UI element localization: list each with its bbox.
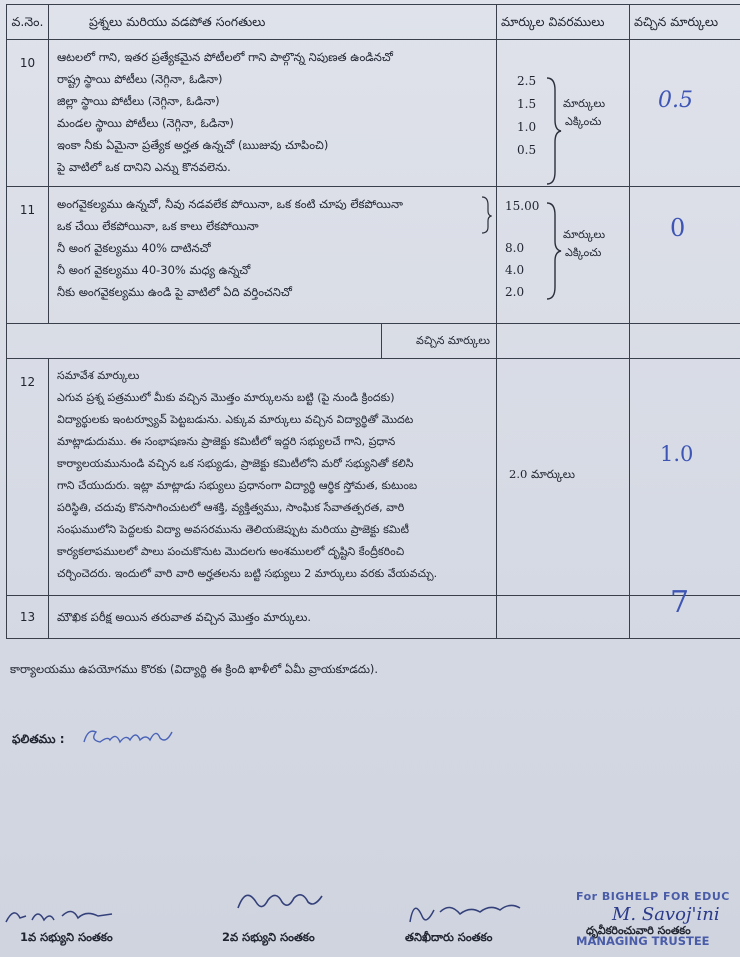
question-line: నీ అంగ వైకల్యము 40% దాటినచో [57, 241, 211, 255]
marks-details-cell [497, 596, 630, 639]
table-header-row [7, 5, 740, 40]
question-line: రాష్ట్ర స్థాయి పోటీలు (నెగ్గినా, ఓడినా) [57, 72, 223, 86]
header-serial-no: వ.నెం. [7, 5, 49, 40]
table-row [7, 359, 740, 596]
obtained-cell [630, 585, 740, 639]
handwritten-score: 0 [670, 214, 686, 242]
office-use-note: కార్యాలయము ఉపయోగము కొరకు (విద్యార్థి ఈ క్రింది ఖాళీలో ఏమీ వ్రాయకూడదు). [10, 662, 379, 676]
question-line: చర్చించెదరు. ఇందులో వారి వారి అర్హతలను బట్టి సభ్యులు 2 మార్కులు వరకు వేయవచ్చు. [57, 567, 438, 580]
question-line: పరిస్థితి, చదువు కొనసాగించుటలో ఆశక్తి, వ్యక్తిత్వము, సాంఘిక సేవాతత్పరత, వారి [57, 501, 405, 514]
obtained-cell [630, 359, 740, 596]
table-row [7, 187, 740, 324]
question-cell [49, 596, 497, 639]
question-cell [49, 359, 497, 596]
handwritten-score: 1.0 [660, 442, 694, 466]
obtained-cell [630, 187, 740, 324]
marks-value: 1.5 [517, 97, 537, 111]
marks-value: 15.00 [505, 199, 540, 213]
header-question: ప్రశ్నలు మరియు వడపోత సంగతులు [49, 5, 497, 40]
marks-value: 8.0 [505, 241, 525, 255]
subtotal-row [7, 324, 740, 359]
table-row [7, 40, 740, 187]
signature-label: ధృవీకరించువారి సంతకం [586, 924, 691, 937]
curly-brace-icon [545, 201, 563, 301]
signature-3 [404, 892, 524, 932]
marks-label: మార్కులు [563, 97, 606, 110]
marks-details-cell [497, 40, 630, 187]
question-cell [49, 187, 497, 324]
obtained-cell [630, 40, 740, 187]
trust-stamp: For BIGHELP FOR EDUC [576, 890, 730, 903]
table-row [7, 596, 740, 639]
question-cell [49, 40, 497, 187]
question-line: ఇంకా నీకు ఏమైనా ప్రత్యేక అర్హత ఉన్నచో (ఋజువు చూపించి) [57, 138, 329, 152]
question-line: మండల స్థాయి పోటీలు (నెగ్గినా, ఓడినా) [57, 116, 234, 130]
signature-label: 1వ సభ్యుని సంతకం [20, 930, 113, 944]
question-line: సంఘములోని పెద్దలకు విద్యా అవసరమును తెలియజెప్పుట మరియు ప్రాజెక్టు కమిటీ [57, 523, 409, 536]
question-line: గాని చేయుదురు. ఇట్లా మాట్లాడు సభ్యులు ప్రధానంగా విద్యార్థి ఆర్థిక స్తోమత, కుటుంబ [57, 479, 418, 492]
curly-brace-icon [545, 76, 563, 186]
question-line: కార్యకలాపములలో పాలు పంచుకొనుట మొదలగు అంశములలో దృష్టిని కేంద్రీకరించి [57, 545, 405, 558]
question-line: విద్యార్థులకు ఇంటర్వ్యూవ్ పెట్టబడును. ఎక్కువ మార్కులు వచ్చిన విద్యార్థితో మొదట [57, 413, 414, 426]
result-label: ఫలితము : [12, 732, 65, 746]
question-line: అంగవైకల్యము ఉన్నచో, నీవు నడవలేక పోయినా, ఒక కంటి చూపు లేకపోయినా [57, 197, 403, 211]
signature-1 [2, 902, 132, 930]
question-line: పై వాటిలో ఒక దానిని ఎన్ను కొనవలెను. [57, 160, 231, 174]
marks-table [6, 4, 740, 639]
marks-value: 0.5 [517, 143, 537, 157]
row-number: 12 [7, 359, 49, 596]
question-line: కార్యాలయమునుండి వచ్చిన ఒక సభ్యుడు, ప్రాజెక్టు కమిటీలోని మరో సభ్యునితో కలిసి [57, 457, 414, 470]
stamp-signature: M. Savoj'ini [612, 904, 720, 925]
signature-label: తనిఖీదారు సంతకం [405, 930, 493, 944]
signature-2 [232, 882, 327, 922]
header-marks-details: మార్కుల వివరములు [497, 5, 630, 40]
marks-details-cell [497, 359, 630, 596]
obtained-cell [630, 324, 740, 359]
header-marks-obtained: వచ్చిన మార్కులు [630, 5, 740, 40]
row-number: 11 [7, 187, 49, 324]
marks-value: 1.0 [517, 120, 537, 134]
row-number: 13 [7, 596, 49, 639]
marks-details-cell [497, 324, 630, 359]
marks-value: 4.0 [505, 263, 525, 277]
result-handwriting [80, 722, 175, 752]
question-line: ఆటలలో గాని, ఇతర ప్రత్యేకమైన పోటీలలో గాని పాల్గొన్న నిపుణత ఉండినచో [57, 50, 393, 64]
marks-label: మార్కులు [563, 228, 606, 241]
marks-value: 2.5 [517, 74, 537, 88]
marks-label: ఎక్కించు [565, 115, 602, 128]
row-number: 10 [7, 40, 49, 187]
question-line: నీ అంగ వైకల్యము 40-30% మధ్య ఉన్నచో [57, 263, 251, 277]
question-line: ఒక చేయి లేకపోయినా, ఒక కాలు లేకపోయినా [57, 219, 259, 233]
signature-label: 2వ సభ్యుని సంతకం [222, 930, 315, 944]
handwritten-score: 7 [670, 585, 690, 620]
question-line: జిల్లా స్థాయి పోటీలు (నెగ్గినా, ఓడినా) [57, 94, 220, 108]
handwritten-score: 0.5 [658, 88, 693, 113]
question-line: ఎగువ ప్రశ్న పత్రములో మీకు వచ్చిన మొత్తం మార్కులను బట్టి (పై నుండి క్రిందకు) [57, 391, 395, 404]
marks-value: 2.0 [505, 285, 525, 299]
right-brace-icon [480, 195, 492, 235]
question-line: మౌఖిక పరీక్ష అయిన తరువాత వచ్చిన మొత్తం మార్కులు. [57, 610, 311, 624]
subtotal-label: వచ్చిన మార్కులు [381, 324, 496, 358]
marks-value: 2.0 మార్కులు [509, 467, 575, 481]
marks-label: ఎక్కించు [565, 246, 602, 259]
question-line: నీకు అంగవైకల్యము ఉండి పై వాటిలో ఏది వర్తించనిచో [57, 285, 292, 299]
question-line: మాట్లాడుదుము. ఈ సంభాషణను ప్రాజెక్టు కమిటీలో ఇద్దరి సభ్యులచే గాని, ప్రధాన [57, 435, 396, 448]
marks-details-cell [497, 187, 630, 324]
trust-stamp-title: MANAGING TRUSTEE [576, 934, 710, 948]
question-line: సమావేశ మార్కులు [57, 369, 140, 382]
